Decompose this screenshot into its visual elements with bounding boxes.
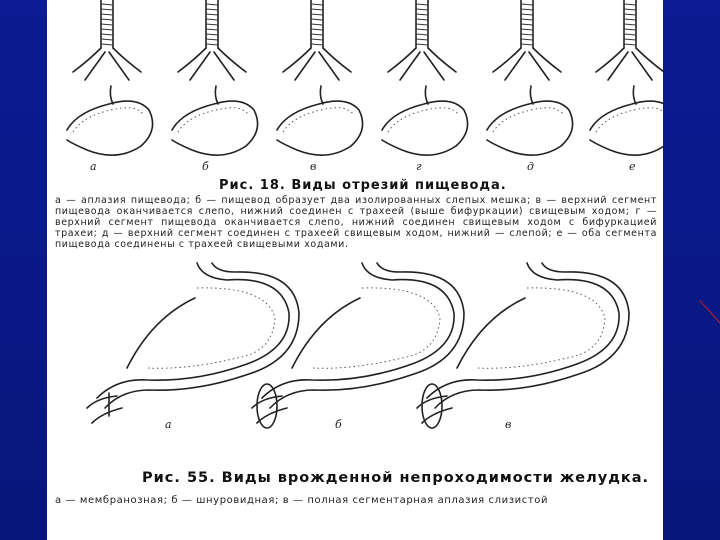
figure-55-caption: а — мембранозная; б — шнуровидная; в — полная сегментарная аплазия слизистой (55, 495, 549, 506)
esophagus-panel-1 (67, 0, 153, 155)
stomach-drawing (277, 101, 363, 155)
esophagus-segment-drawing (215, 86, 218, 104)
lesser-curvature (127, 298, 195, 368)
bronchi-drawing (283, 48, 351, 80)
figure-55-title: Рис. 55. Виды врожденной непроходимости желудка. (142, 470, 650, 486)
stomach-outline (262, 263, 454, 398)
stomach-wall (105, 263, 299, 408)
document-page (47, 0, 663, 540)
lesser-curvature (457, 298, 525, 368)
bronchi-drawing (73, 48, 141, 80)
figure-18-label-d: д (527, 160, 534, 173)
stomach-drawing (487, 101, 573, 155)
stomach-panel-3 (417, 263, 629, 428)
figure-55-label-b: б (335, 418, 342, 431)
figure-55-label-a: а (165, 418, 172, 431)
bronchi-drawing (178, 48, 246, 80)
esophagus-panel-5 (487, 0, 573, 155)
esophagus-panel-3 (277, 0, 363, 155)
esophagus-segment-drawing (110, 86, 113, 104)
figure-55-label-v: в (505, 418, 512, 431)
stomach-wall (435, 263, 629, 408)
figure-18-label-g: г (416, 160, 422, 173)
figure-18-illustration (47, 0, 663, 178)
esophagus-panel-6 (590, 0, 663, 155)
figure-55-illustration (47, 258, 663, 468)
esophagus-panel-2 (172, 0, 258, 155)
stomach-wall (270, 263, 464, 408)
bronchi-drawing (388, 48, 456, 80)
figure-18-caption: а — аплазия пищевода; б — пищевод образует два изолированных слепых мешка; в — верхний сегмент пищевода оканчивается слепо, нижний соединен с трахеей (выше бифуркации) свищевым ходом; г — верхний сегмент пищевода оканчивается слепо, нижний соединен свищевым ходом с бифуркацией трахеи; д — верхний сегмент соединен с трахеей свищевым ходом, нижний — слепой; е — оба сегмента пищевода соединены с трахеей свищевыми ходами. (55, 195, 657, 250)
stomach-drawing (67, 101, 153, 155)
esophagus-segment-drawing (320, 86, 323, 104)
obstruction-segment (257, 384, 277, 428)
figure-18-label-v: в (310, 160, 317, 173)
stomach-outline (427, 263, 619, 398)
stomach-drawing (382, 101, 468, 155)
esophagus-segment-drawing (425, 86, 428, 104)
stomach-drawing (172, 101, 258, 155)
stomach-outline (97, 263, 289, 398)
duodenum-drawing (87, 396, 122, 423)
stomach-panel-2 (252, 263, 464, 428)
bronchi-drawing (596, 48, 663, 80)
obstruction-segment (422, 384, 442, 428)
figure-18-label-e: е (629, 160, 636, 173)
esophagus-segment-drawing (530, 86, 533, 104)
decorative-red-line (699, 300, 720, 324)
esophagus-panel-4 (382, 0, 468, 155)
figure-18-label-a: а (90, 160, 97, 173)
lesser-curvature (292, 298, 360, 368)
esophagus-segment-drawing (633, 86, 636, 104)
figure-18-label-b: б (202, 160, 209, 173)
stomach-drawing (590, 101, 663, 155)
bronchi-drawing (493, 48, 561, 80)
figure-18-title: Рис. 18. Виды отрезий пищевода. (219, 178, 507, 193)
